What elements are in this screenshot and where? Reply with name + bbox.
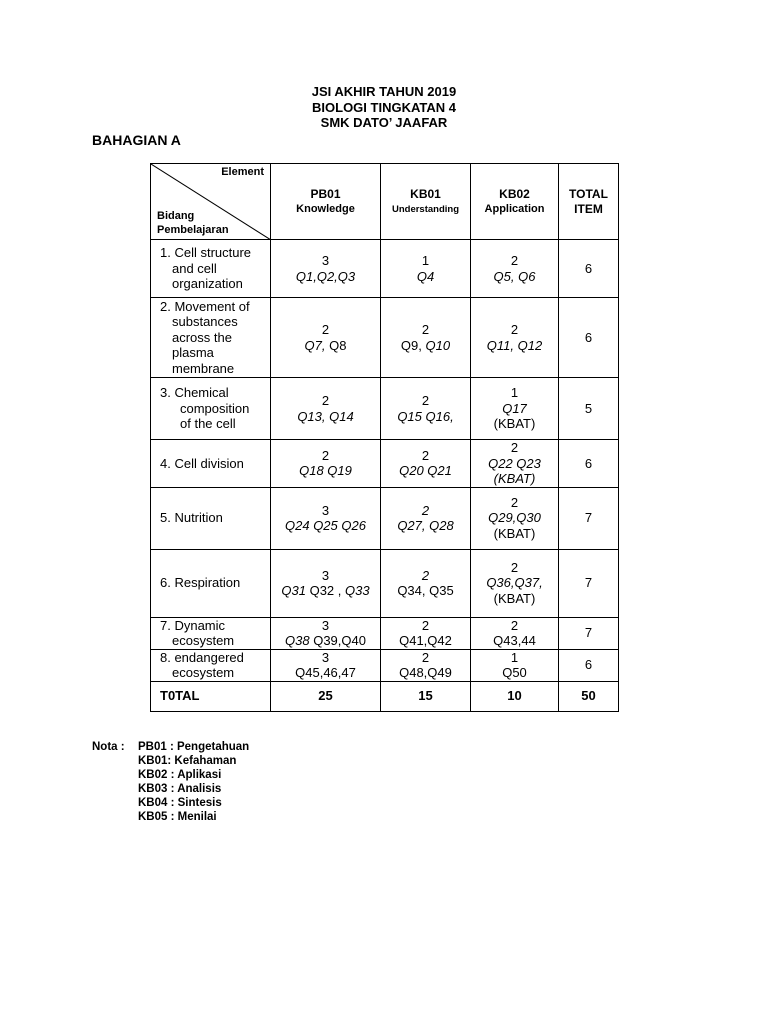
question-list: Q36,Q37, [486,575,543,591]
question-list: Q13, Q14 [297,408,354,424]
question-list: Q15 Q16, [397,408,454,424]
bidang-label [157,209,229,237]
kb02-cell [471,378,559,440]
topic-line: 5. Nutrition [160,510,223,526]
document-title [0,84,768,131]
kbat-tag: (KBAT) [493,416,536,432]
kbat-tag: (KBAT) [493,525,536,541]
topic-line: 7. Dynamic [160,617,226,633]
topic-line: membrane [172,360,235,376]
item-count: 2 [510,440,519,455]
question-list: Q31 Q32 , Q33 [281,583,370,598]
question-list: Q43,44 [493,633,536,648]
item-count: 2 [421,393,430,408]
question-list: Q48,Q49 [399,665,452,680]
item-count: 2 [510,253,519,268]
topic-line: 2. Movement of [160,298,250,314]
question-list: Q29,Q30 [488,510,541,526]
question-list: Q45,46,47 [295,665,356,680]
topic-line: organization [172,276,243,292]
table-row [151,617,619,649]
bidang-line-2: Pembelajaran [157,224,229,236]
kb01-cell [381,378,471,440]
notes-block [92,740,249,824]
item-count: 2 [421,447,430,463]
pb01-code: PB01 [310,186,341,201]
row-total: 6 [559,649,619,681]
total-line-1: TOTAL [569,186,608,201]
kb01-code: KB01 [410,186,441,201]
kb02-cell [471,240,559,298]
kb02-cell [471,298,559,378]
topic-line: plasma [172,345,214,361]
pb01-cell [271,378,381,440]
kbat-tag: (KBAT) [493,471,536,486]
topic-cell [151,440,271,488]
kb02-subtitle: Application [484,202,545,215]
topic-cell [151,617,271,649]
kb01-cell [381,240,471,298]
question-list: Q17 [502,400,527,416]
item-count: 2 [510,559,519,575]
kb01-subtitle: Understanding [391,203,460,215]
kb02-code: KB02 [499,186,530,201]
row-total: 7 [559,617,619,649]
question-list: Q4 [416,268,435,284]
note-item: KB03 : Analisis [138,783,222,795]
item-count: 3 [321,649,330,665]
item-count: 1 [510,385,519,401]
topic-cell [151,649,271,681]
table-row [151,378,619,440]
kb02-cell [471,617,559,649]
table-header-row [151,164,619,240]
kb01-cell [381,298,471,378]
col-header-total [559,164,619,240]
item-count: 2 [321,322,330,337]
question-list: Q20 Q21 [399,463,452,479]
topic-line: substances [172,314,238,330]
topic-line: 6. Respiration [160,575,241,591]
item-count: 2 [421,649,430,665]
table-row [151,649,619,681]
kb01-cell [381,649,471,681]
topic-cell [151,549,271,617]
item-count: 2 [321,393,330,408]
element-label: Element [221,166,264,178]
question-list: Q1,Q2,Q3 [295,268,356,284]
section-heading: BAHAGIAN A [92,132,181,148]
col-header-kb02 [471,164,559,240]
row-total: 6 [559,440,619,488]
table-row [151,549,619,617]
topic-cell [151,240,271,298]
title-line-2: BIOLOGI TINGKATAN 4 [312,99,456,115]
question-list: Q27, Q28 [397,518,454,533]
title-line-1: JSI AKHIR TAHUN 2019 [311,84,457,99]
topic-line: 4. Cell division [160,455,244,471]
totals-row [151,681,619,711]
kbat-tag: (KBAT) [493,590,536,606]
col-header-pb01 [271,164,381,240]
item-count: 3 [321,253,330,268]
pb01-cell [271,440,381,488]
total-line-2: ITEM [574,201,603,216]
topic-line: 3. Chemical [160,385,229,401]
item-count: 1 [421,253,430,268]
item-count: 3 [321,502,330,518]
question-list: Q34, Q35 [397,583,454,598]
question-list: Q38 Q39,Q40 [285,633,366,648]
kb01-total: 15 [381,681,471,711]
pb01-cell [271,487,381,549]
col-header-kb01 [381,164,471,240]
table-row [151,240,619,298]
kb02-cell [471,649,559,681]
question-list: Q11, Q12 [486,337,543,353]
grand-total: 50 [559,681,619,711]
kb02-total: 10 [471,681,559,711]
kb01-cell [381,440,471,488]
pb01-cell [271,649,381,681]
table-row [151,440,619,488]
table-row [151,298,619,378]
item-count: 2 [510,617,519,633]
item-count: 2 [421,502,430,518]
pb01-cell [271,298,381,378]
item-count: 1 [510,649,519,665]
note-item: PB01 : Pengetahuan [138,741,250,753]
topic-line: of the cell [180,416,236,432]
totals-label: T0TAL [151,681,271,711]
item-count: 2 [421,567,430,583]
kb02-cell [471,440,559,488]
notes-label: Nota : [92,741,125,753]
item-count: 2 [321,447,330,463]
pb01-cell [271,617,381,649]
topic-cell [151,487,271,549]
bidang-line-1: Bidang [157,210,195,222]
topic-line: ecosystem [172,665,235,680]
note-item: KB01: Kefahaman [138,755,237,767]
row-total: 7 [559,487,619,549]
topic-line: 8. endangered [160,649,244,665]
title-line-3: SMK DATO’ JAAFAR [320,115,448,130]
table-row [151,487,619,549]
question-list: Q22 Q23 [488,455,541,471]
topic-line: 1. Cell structure [160,245,252,261]
question-list: Q24 Q25 Q26 [285,518,366,533]
item-count: 2 [510,494,519,510]
diagonal-header-cell [151,164,271,240]
kb01-cell [381,549,471,617]
question-list: Q50 [502,665,527,680]
row-total: 7 [559,549,619,617]
kb02-cell [471,487,559,549]
pb01-total: 25 [271,681,381,711]
question-list: Q7, Q8 [304,337,347,353]
topic-cell [151,378,271,440]
question-list: Q5, Q6 [493,268,536,284]
question-list: Q18 Q19 [299,463,352,479]
note-item: KB04 : Sintesis [138,797,222,809]
kb01-cell [381,487,471,549]
item-count: 2 [421,617,430,633]
note-item: KB05 : Menilai [138,811,217,823]
pb01-subtitle: Knowledge [296,202,355,215]
topic-line: composition [180,400,250,416]
question-list: Q9, Q10 [400,337,451,353]
row-total: 5 [559,378,619,440]
kb02-cell [471,549,559,617]
row-total: 6 [559,298,619,378]
pb01-cell [271,549,381,617]
note-item: KB02 : Aplikasi [138,769,222,781]
question-list: Q41,Q42 [399,633,452,648]
item-count: 3 [321,617,330,633]
item-specification-table [150,163,619,712]
item-count: 3 [321,567,330,583]
topic-line: across the [172,329,232,345]
kb01-cell [381,617,471,649]
topic-line: and cell [172,260,217,276]
topic-line: ecosystem [172,633,235,648]
topic-cell [151,298,271,378]
pb01-cell [271,240,381,298]
item-count: 2 [421,322,430,337]
row-total: 6 [559,240,619,298]
item-count: 2 [510,322,519,337]
